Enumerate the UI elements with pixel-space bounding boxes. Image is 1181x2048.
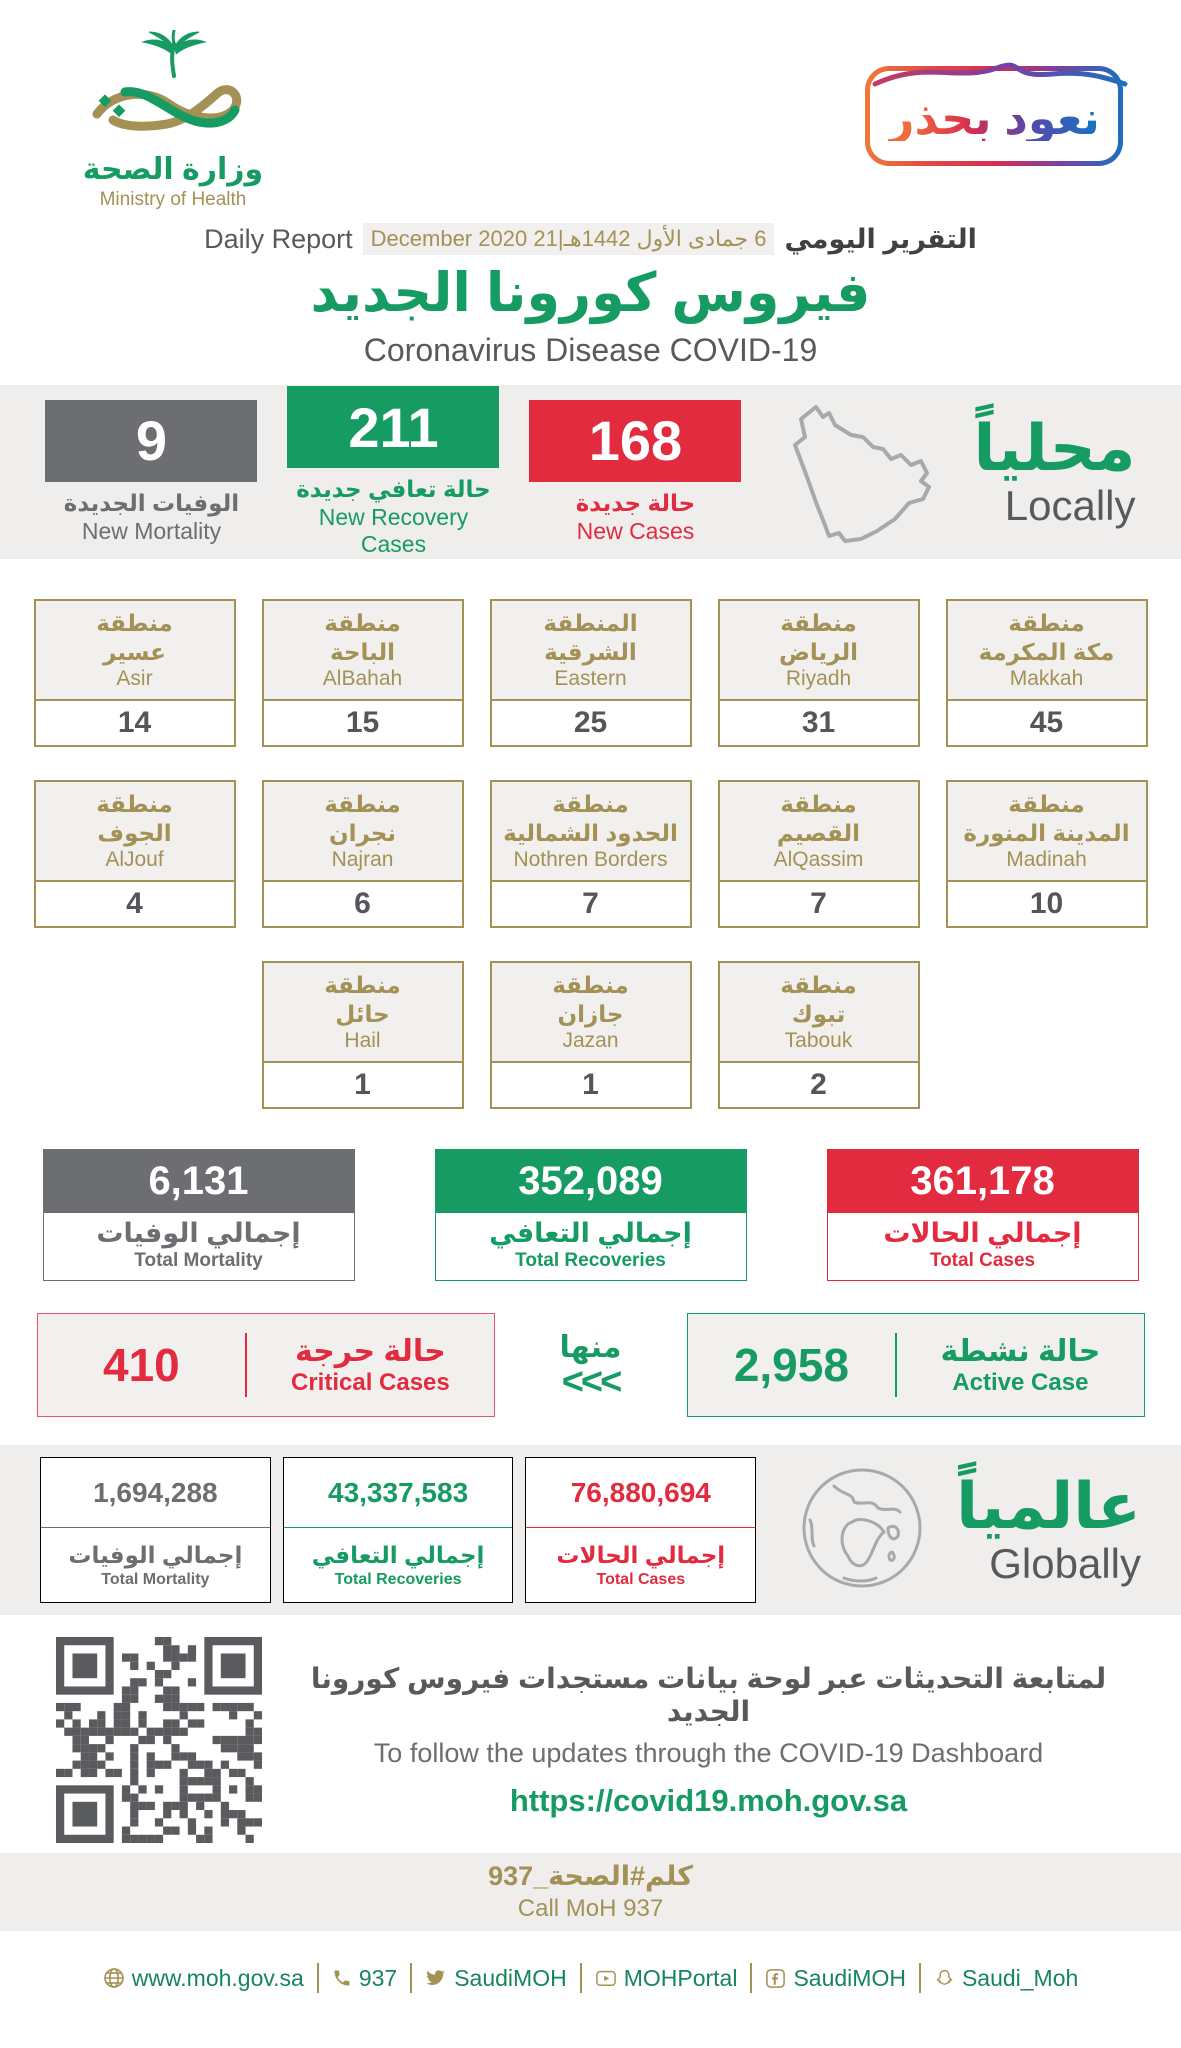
new-cases-label-ar: حالة جديدة [575, 489, 696, 516]
region-value: 15 [345, 706, 380, 739]
critical-cases-label-en: Critical Cases [291, 1368, 450, 1396]
contact-facebook-label: SaudiMOH [793, 1964, 906, 1991]
region-card-najran [262, 780, 464, 928]
dashboard-url-link[interactable]: https://covid19.moh.gov.sa [509, 1782, 908, 1818]
new-cases-stat [529, 400, 741, 545]
region-en-name: Asir [116, 666, 153, 690]
region-value: 1 [354, 1068, 371, 1101]
total-mortality-label-ar: إجمالي الوفيات [96, 1218, 301, 1248]
of-which-connector [543, 1330, 639, 1404]
chevrons-left-icon: <<< [561, 1361, 620, 1404]
daily-report-label-en: Daily Report [204, 223, 353, 254]
region-ar-line2: الجوف [97, 819, 172, 846]
page-title-english: Coronavirus Disease COVID-19 [363, 332, 818, 368]
region-card-albahah [262, 599, 464, 747]
website-globe-icon [103, 1967, 125, 1989]
region-en-name: Tabouk [784, 1028, 853, 1052]
divider [580, 1963, 582, 1993]
region-ar-line2: تبوك [791, 1000, 846, 1027]
region-ar-line2: الرياض [778, 638, 859, 665]
phone-icon [332, 1968, 352, 1988]
new-recovery-label-en: New Recovery Cases [318, 504, 469, 557]
region-ar-line1: منطقة [780, 791, 857, 818]
locally-section [0, 385, 1181, 559]
snapchat-icon [934, 1968, 955, 1989]
region-ar-line2: الحدود الشمالية [503, 819, 678, 846]
saudi-arabia-map-icon [771, 393, 943, 551]
call-moh-hashtag: كلم#الصحة_937 [488, 1861, 693, 1891]
region-row-3 [0, 961, 1181, 1109]
globe-icon [796, 1462, 928, 1599]
totals-row [0, 1149, 1181, 1281]
total-recoveries-label-en: Total Recoveries [515, 1250, 666, 1271]
dashboard-section [0, 1637, 1181, 1843]
total-cases-label-ar: إجمالي الحالات [883, 1218, 1082, 1248]
region-value: 31 [801, 706, 836, 739]
new-recovery-value: 211 [287, 386, 499, 468]
contact-facebook[interactable] [765, 1965, 905, 1992]
globally-label-en: Globally [989, 1539, 1141, 1587]
global-mortality-value: 1,694,288 [41, 1458, 270, 1528]
call-moh-band [0, 1853, 1181, 1931]
daily-report-label-ar: التقرير اليومي [784, 223, 977, 254]
region-value: 25 [573, 706, 608, 739]
region-ar-line2: حائل [335, 1000, 390, 1027]
region-card-northern-borders [490, 780, 692, 928]
region-card-asir [34, 599, 236, 747]
region-card-riyadh [718, 599, 920, 747]
contact-twitter[interactable] [425, 1965, 566, 1992]
report-meta-line [0, 223, 1181, 255]
region-ar-line1: منطقة [552, 791, 629, 818]
call-moh-label-en: Call MoH 937 [517, 1895, 664, 1922]
total-mortality-box [43, 1149, 355, 1281]
contacts-bar [0, 1963, 1181, 1993]
region-value: 7 [582, 887, 599, 920]
logo-arabic-name: وزارة الصحة [82, 153, 264, 186]
page-title-arabic: فيروس كورونا الجديد [310, 263, 871, 323]
new-recovery-label-ar: حالة تعافي جديدة [296, 476, 491, 502]
region-ar-line2: القصيم [776, 819, 861, 846]
region-en-name: Nothren Borders [513, 847, 668, 871]
global-cases-label-ar: إجمالي الحالات [556, 1541, 726, 1568]
region-en-name: Riyadh [785, 666, 852, 690]
region-ar-line2: الباحة [329, 638, 396, 665]
logo-english-name: Ministry of Health [99, 189, 247, 210]
region-value: 7 [810, 887, 827, 920]
region-row-2 [0, 780, 1181, 928]
moh-logo [58, 30, 288, 211]
critical-cases-box [37, 1313, 495, 1417]
header [0, 0, 1181, 211]
region-card-aljouf [34, 780, 236, 928]
new-mortality-stat [45, 400, 257, 545]
badge-wave-icon [857, 44, 1137, 90]
region-ar-line1: منطقة [780, 972, 857, 999]
region-value: 14 [117, 706, 152, 739]
global-mortality-box [40, 1457, 271, 1603]
global-cases-label-en: Total Cases [596, 1570, 686, 1588]
contact-website[interactable] [103, 1965, 304, 1992]
region-ar-line2: المدينة المنورة [963, 819, 1130, 846]
region-card-hail [262, 961, 464, 1109]
active-cases-box [687, 1313, 1145, 1417]
region-value: 6 [354, 887, 371, 920]
global-recoveries-value: 43,337,583 [284, 1458, 513, 1528]
badge-text: نعود بحذر [888, 92, 1100, 144]
youtube-icon [595, 1968, 617, 1988]
new-mortality-label-en: New Mortality [81, 517, 222, 544]
new-mortality-label-ar: الوفيات الجديدة [63, 489, 240, 516]
new-cases-label-en: New Cases [576, 517, 695, 544]
region-ar-line2: الشرقية [544, 638, 637, 665]
locally-label-en: Locally [1004, 481, 1136, 529]
region-ar-line1: منطقة [1008, 610, 1085, 637]
region-card-tabouk [718, 961, 920, 1109]
region-value: 45 [1029, 706, 1064, 739]
divider [410, 1963, 412, 1993]
region-ar-line2: نجران [328, 819, 397, 846]
total-mortality-value: 6,131 [43, 1149, 355, 1213]
locally-label [973, 412, 1136, 529]
region-ar-line1: منطقة [324, 610, 401, 637]
region-value: 2 [810, 1068, 827, 1101]
contact-snapchat[interactable] [934, 1965, 1078, 1992]
region-value: 4 [126, 887, 143, 920]
region-ar-line1: المنطقة [543, 610, 638, 637]
of-which-label: منها [559, 1331, 622, 1365]
qr-code [56, 1637, 262, 1843]
contact-snapchat-label: Saudi_Moh [961, 1964, 1079, 1991]
facebook-icon [765, 1968, 786, 1989]
critical-active-row [0, 1313, 1181, 1417]
region-ar-line2: جازان [557, 1000, 624, 1027]
divider [317, 1963, 319, 1993]
contact-youtube-label: MOHPortal [623, 1964, 738, 1991]
region-card-alqassim [718, 780, 920, 928]
region-en-name: AlJouf [105, 847, 164, 871]
total-cases-box [827, 1149, 1139, 1281]
total-recoveries-box [435, 1149, 747, 1281]
region-ar-line1: منطقة [324, 972, 401, 999]
dashboard-text-ar: لمتابعة التحديثات عبر لوحة بيانات مستجدات فيروس كورونا الجديد [310, 1662, 1107, 1727]
contact-youtube[interactable] [595, 1965, 738, 1992]
region-en-name: AlQassim [773, 847, 864, 871]
region-ar-line1: منطقة [324, 791, 401, 818]
report-date: 6 جمادى الأول 1442هـ|21 December 2020 [363, 223, 775, 255]
critical-cases-value: 410 [103, 1339, 180, 1391]
contact-twitter-label: SaudiMOH [454, 1964, 567, 1991]
locally-label-ar: محلياً [973, 412, 1136, 485]
region-card-makkah [946, 599, 1148, 747]
region-ar-line1: منطقة [96, 610, 173, 637]
new-recovery-stat [287, 386, 499, 558]
active-cases-label-ar: حالة نشطة [940, 1334, 1101, 1368]
global-recoveries-label-ar: إجمالي التعافي [311, 1541, 485, 1568]
total-cases-label-en: Total Cases [929, 1250, 1036, 1271]
contact-website-label: www.moh.gov.sa [131, 1964, 304, 1991]
region-en-name: Najran [331, 847, 394, 871]
active-cases-label-en: Active Case [952, 1368, 1089, 1396]
contact-phone[interactable] [332, 1965, 397, 1992]
region-ar-line1: منطقة [780, 610, 857, 637]
global-mortality-label-ar: إجمالي الوفيات [68, 1541, 243, 1568]
critical-cases-label-ar: حالة حرجة [294, 1334, 446, 1368]
global-recoveries-label-en: Total Recoveries [334, 1570, 462, 1588]
globally-section [0, 1445, 1181, 1615]
region-en-name: AlBahah [322, 666, 403, 690]
new-cases-value: 168 [529, 400, 741, 482]
region-value: 10 [1029, 887, 1064, 920]
global-cases-box [525, 1457, 756, 1603]
region-value: 1 [582, 1068, 599, 1101]
active-cases-value: 2,958 [733, 1339, 849, 1391]
region-ar-line2: عسير [103, 638, 166, 665]
moh-emblem-icon [73, 30, 273, 150]
region-ar-line1: منطقة [1008, 791, 1085, 818]
region-ar-line2: مكة المكرمة [978, 638, 1115, 665]
region-en-name: Eastern [554, 666, 627, 690]
divider [750, 1963, 752, 1993]
region-row-1 [0, 599, 1181, 747]
region-ar-line1: منطقة [96, 791, 173, 818]
region-ar-line1: منطقة [552, 972, 629, 999]
globally-label-ar: عالمياً [956, 1470, 1141, 1543]
region-card-madinah [946, 780, 1148, 928]
region-en-name: Jazan [562, 1028, 619, 1052]
total-cases-value: 361,178 [827, 1149, 1139, 1213]
region-en-name: Hail [344, 1028, 381, 1052]
regions-grid [0, 599, 1181, 1109]
global-cases-value: 76,880,694 [526, 1458, 755, 1528]
region-card-jazan [490, 961, 692, 1109]
return-with-caution-badge [865, 66, 1123, 166]
twitter-icon [425, 1968, 447, 1988]
contact-phone-label: 937 [358, 1964, 398, 1991]
global-recoveries-box [283, 1457, 514, 1603]
total-mortality-label-en: Total Mortality [134, 1250, 263, 1271]
dashboard-text-en: To follow the updates through the COVID-19 Dashboard [373, 1737, 1044, 1768]
region-card-eastern [490, 599, 692, 747]
new-mortality-value: 9 [45, 400, 257, 482]
region-en-name: Makkah [1009, 666, 1084, 690]
total-recoveries-label-ar: إجمالي التعافي [489, 1218, 692, 1248]
region-en-name: Madinah [1006, 847, 1087, 871]
global-mortality-label-en: Total Mortality [101, 1570, 210, 1588]
globally-label [956, 1470, 1141, 1587]
total-recoveries-value: 352,089 [435, 1149, 747, 1213]
divider [919, 1963, 921, 1993]
